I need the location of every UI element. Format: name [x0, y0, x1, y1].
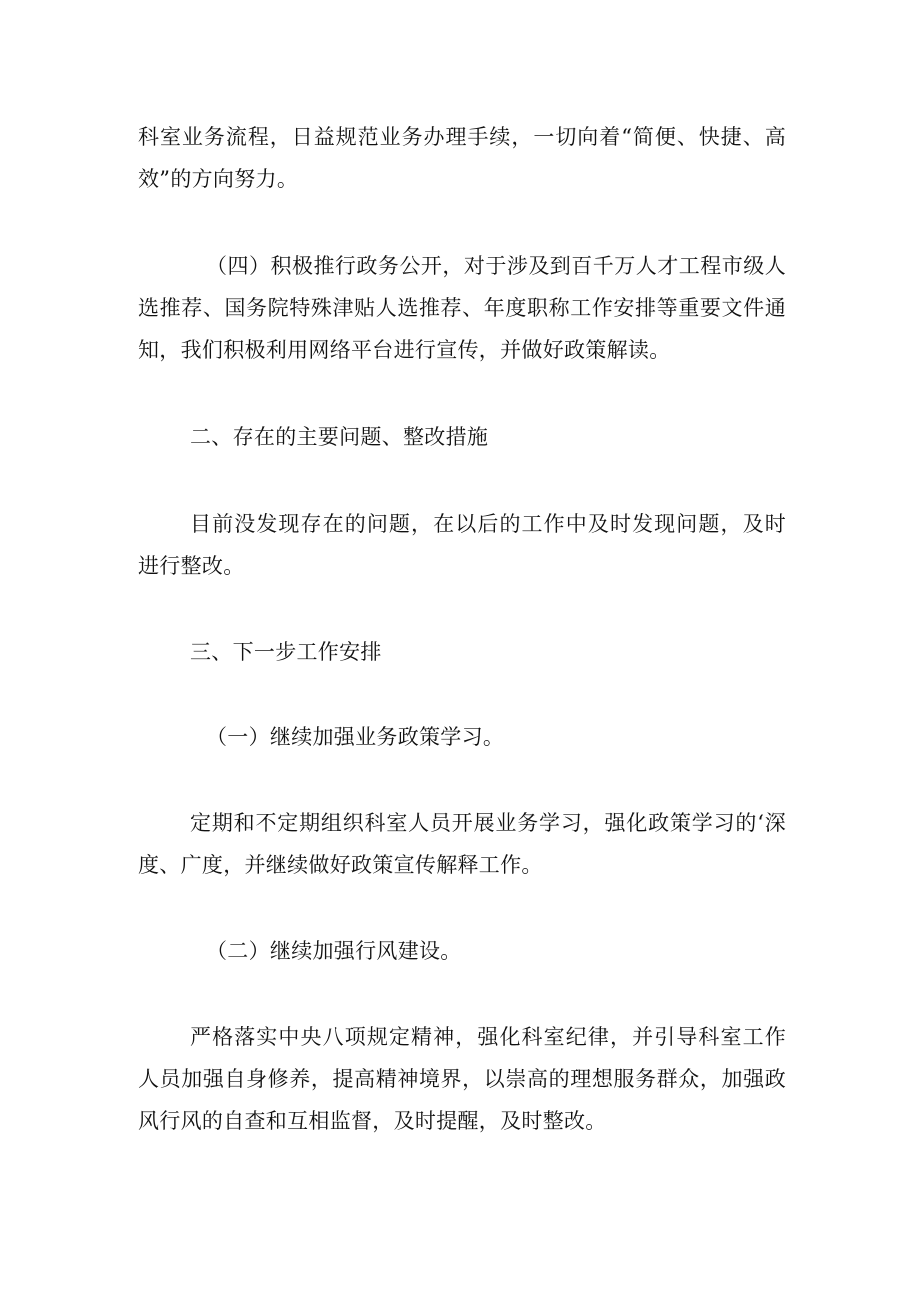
subheading-conduct-building: （二）继续加强行风建设。	[206, 939, 462, 963]
section-heading-next-steps: 三、下一步工作安排	[190, 640, 382, 664]
paragraph-conduct-building: 严格落实中央八项规定精神，强化科室纪律，并引导科室工作人员加强自身修养，提高精神境界，以崇高的理想服务群众，加强政风行风的自查和互相监督，及时提醒，及时整改。	[138, 1025, 786, 1133]
paragraph-problems-status: 目前没发现存在的问题，在以后的工作中及时发现问题，及时进行整改。	[138, 512, 786, 578]
paragraph-policy-study: 定期和不定期组织科室人员开展业务学习，强化政策学习的‘深度、广度，并继续做好政策宣传解释工作。	[138, 811, 786, 877]
subheading-policy-study: （一）继续加强业务政策学习。	[206, 725, 505, 749]
paragraph-workflow-continuation: 科室业务流程，日益规范业务办理手续，一切向着“简便、快捷、高效”的方向努力。	[138, 125, 786, 191]
paragraph-government-affairs-openness: （四）积极推行政务公开，对于涉及到百千万人才工程市级人选推荐、国务院特殊津贴人选推荐、年度职称工作安排等重要文件通知，我们积极利用网络平台进行宣传，并做好政策解读。	[138, 254, 786, 362]
section-heading-problems: 二、存在的主要问题、整改措施	[190, 425, 489, 449]
